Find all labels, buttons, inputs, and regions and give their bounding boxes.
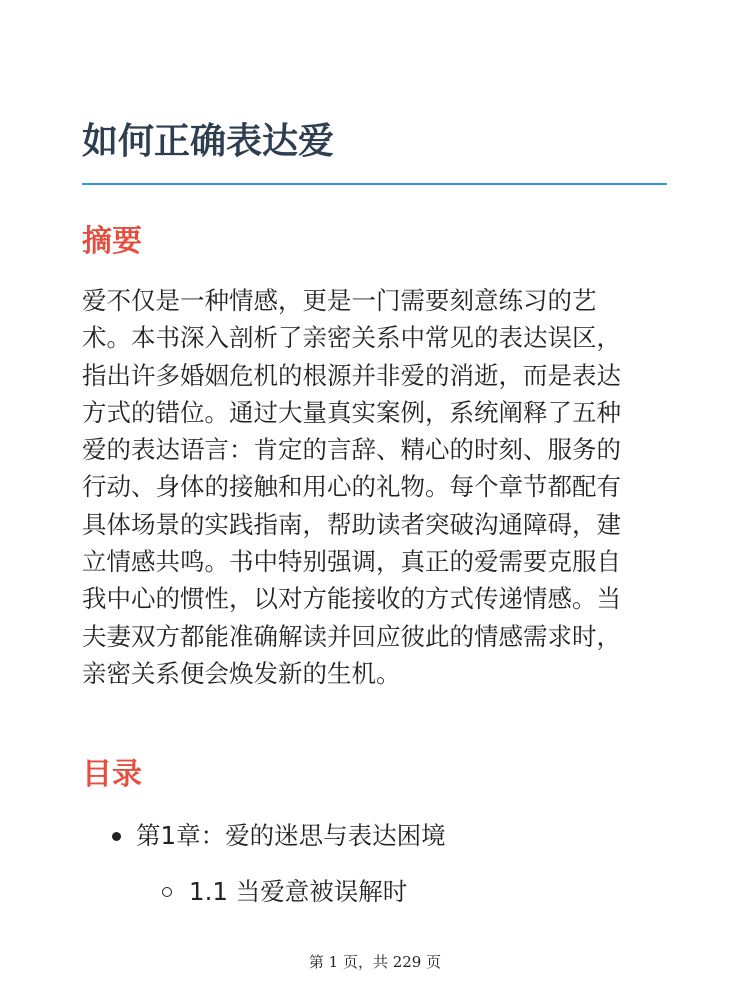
- abstract-line: 指出许多婚姻危机的根源并非爱的消逝，而是表达: [82, 360, 621, 390]
- toc-heading: 目录: [82, 757, 142, 792]
- abstract-line: 方式的错位。通过大量真实案例，系统阐释了五种: [82, 397, 621, 427]
- abstract-paragraph: [82, 282, 672, 692]
- toc-item-label: 1.1 当爱意被误解时: [189, 877, 408, 906]
- abstract-line: 行动、身体的接触和用心的礼物。每个章节都配有: [82, 472, 621, 502]
- bullet-circle-icon: [162, 887, 172, 897]
- abstract-line: 亲密关系便会焕发新的生机。: [82, 658, 401, 688]
- abstract-line: 爱不仅是一种情感，更是一门需要刻意练习的艺: [82, 286, 597, 315]
- toc-item-chapter-1[interactable]: [112, 816, 446, 856]
- abstract-line: 立情感共鸣。书中特别强调，真正的爱需要克服自: [82, 547, 621, 577]
- abstract-heading: 摘要: [82, 224, 142, 259]
- document-title: 如何正确表达爱: [82, 121, 335, 162]
- toc-item-label: 第1章：爱的迷思与表达困境: [136, 821, 446, 850]
- title-divider: [82, 183, 667, 185]
- page-number-footer: 第 1 页，共 229 页: [308, 953, 442, 971]
- abstract-line: 具体场景的实践指南，帮助读者突破沟通障碍，建: [82, 509, 621, 539]
- abstract-line: 夫妻双方都能准确解读并回应彼此的情感需求时，: [82, 621, 621, 651]
- abstract-line: 术。本书深入剖析了亲密关系中常见的表达误区，: [82, 323, 621, 353]
- bullet-disc-icon: [112, 832, 121, 841]
- abstract-line: 爱的表达语言：肯定的言辞、精心的时刻、服务的: [82, 435, 621, 465]
- toc-item-section-1-1[interactable]: [162, 872, 407, 912]
- abstract-line: 我中心的惯性，以对方能接收的方式传递情感。当: [82, 584, 621, 614]
